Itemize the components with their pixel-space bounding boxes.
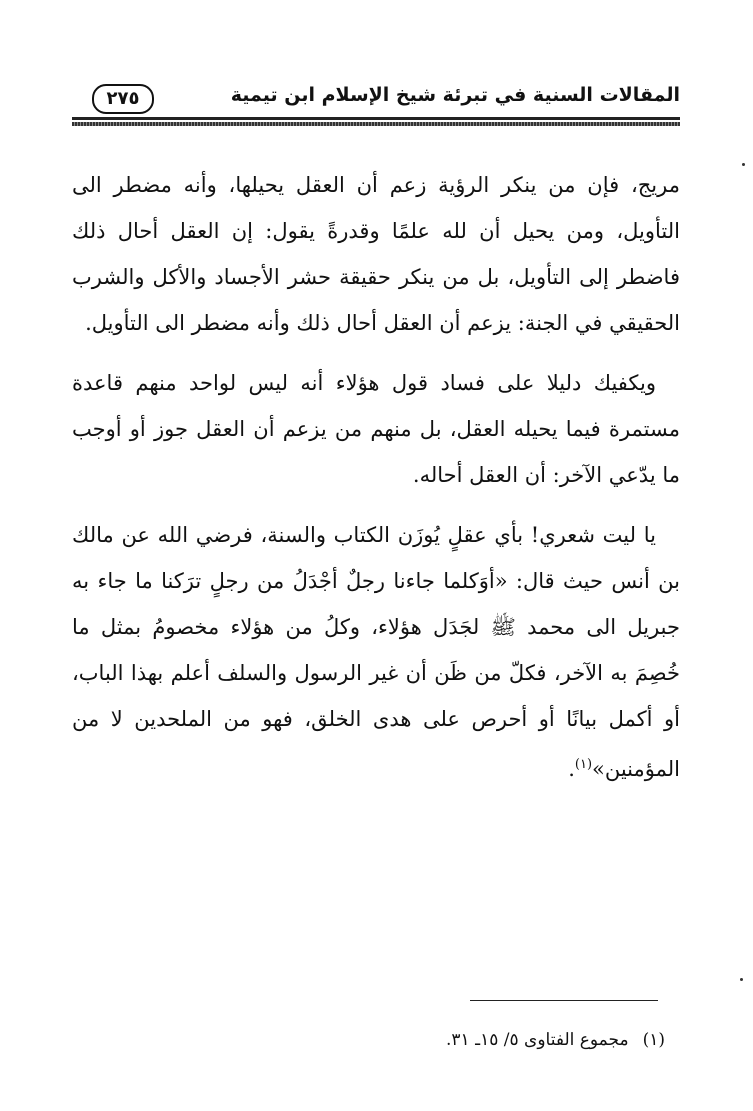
page-header: [70, 82, 680, 116]
paragraph-3: [72, 512, 680, 792]
scan-speck: [740, 978, 743, 981]
footnote-separator: [470, 1000, 658, 1001]
footnote-marker: (١): [642, 1030, 665, 1050]
running-title: المقالات السنية في تبرئة شيخ الإسلام ابن تيمية: [230, 84, 680, 106]
paragraph-2: ويكفيك دليلا على فساد قول هؤلاء أنه ليس لواحد منهم قاعدة مستمرة فيما يحيله العقل، بل منهم من يزعم أن العقل جوز أو أوجب ما يدّعي الآخر: أن العقل أحاله.: [72, 371, 680, 487]
header-rule-hatched: [72, 122, 680, 126]
scan-speck: [742, 163, 745, 166]
paragraph-3-text: يا ليت شعري! بأي عقلٍ يُوزَن الكتاب والسنة، فرضي الله عن مالك بن أنس حيث قال: «أوَكلما جاءنا رجلٌ أجْدَلُ من رجلٍ ترَكنا ما جاء به جبريل الى محمد ﷺ لجَدَل هؤلاء، وكلُ من هؤلاء مخصومُ بمثل ما خُصِمَ به الآخر، فكلّ من ظَن أن غير الرسول والسلف أعلم بهذا الباب، أو أكمل بيانًا أو أحرص على هدى الخلق، فهو من الملحدين لا من المؤمنين»: [72, 523, 680, 781]
paragraph-3-end: .: [568, 757, 575, 781]
footnote-text: مجموع الفتاوى ٥/ ١٥ـ ٣١.: [446, 1030, 629, 1050]
page-number-badge: ٢٧٥: [92, 84, 154, 114]
main-text: [72, 162, 680, 806]
footnote: [446, 1030, 665, 1050]
footnote-reference: (١): [574, 757, 593, 772]
header-rule: [72, 117, 680, 120]
paragraph-1: مريج، فإن من ينكر الرؤية زعم أن العقل يحيلها، وأنه مضطر الى التأويل، ومن يحيل أن لله علمًا وقدرةً يقول: إن العقل أحال ذلك فاضطر إلى التأويل، بل من ينكر حقيقة حشر الأجساد والأكل والشرب الحقيقي في الجنة: يزعم أن العقل أحال ذلك وأنه مضطر الى التأويل.: [72, 173, 680, 335]
